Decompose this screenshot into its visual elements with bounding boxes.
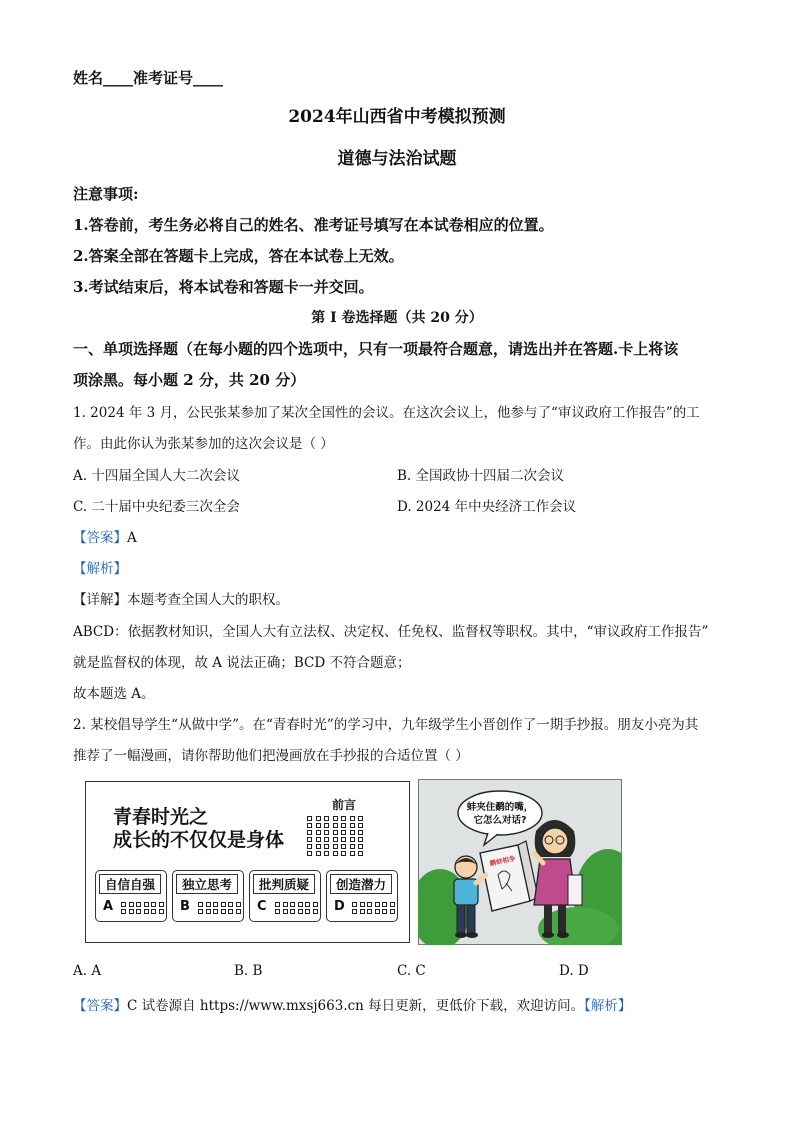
slot-c-label: 批判质疑: [253, 874, 315, 894]
poster-title-line2: 成长的不仅仅是身体: [113, 829, 285, 851]
section-title: 第 I 卷选择题（共 20 分）: [311, 310, 483, 326]
q1-conclusion: 故本题选 A。: [73, 686, 155, 702]
slot-c-placeholder: [275, 902, 319, 914]
q2-stem-line1: 2. 某校倡导学生“从做中学”。在“青春时光”的学习中，九年级学生小晋创作了一期手抄报。朋友小亮为其: [73, 717, 699, 733]
q1-explain-line2: 就是监督权的体现，故 A 说法正确；BCD 不符合题意；: [73, 655, 411, 671]
exam-title: 2024年山西省中考模拟预测: [288, 107, 506, 127]
speech-line-1: 蚌夹住鹬的嘴，: [466, 802, 534, 813]
exam-subtitle: 道德与法治试题: [337, 149, 457, 169]
notes-item-2: 2.答案全部在答题卡上完成，答在本试卷上无效。: [73, 247, 404, 265]
speech-bubble: [458, 791, 542, 835]
slot-b-label: 独立思考: [176, 874, 238, 894]
slot-b-letter: B: [180, 899, 190, 914]
q1-detail: 本题考查全国人大的职权。: [127, 592, 289, 608]
q1-stem-line1: 1. 2024 年 3 月，公民张某参加了某次全国性的会议。在这次会议上，他参与了“审议政府工作报告”的工: [73, 405, 700, 421]
q1-answer-line: [73, 526, 137, 546]
q2-option-d: D. D: [559, 963, 589, 979]
candidate-info-line: 姓名____准考证号____: [73, 69, 224, 87]
q1-analysis-tag: 【解析】: [73, 561, 127, 577]
slot-a-letter: A: [103, 899, 114, 914]
q1-option-b: B. 全国政协十四届二次会议: [397, 468, 565, 484]
answer-tag: 【答案】: [73, 530, 127, 546]
detail-tag: 【详解】: [73, 592, 127, 608]
slot-d-letter: D: [334, 899, 345, 914]
poster-slot-c: [249, 870, 321, 922]
poster-slot-a: [95, 870, 167, 922]
slot-c-letter: C: [257, 899, 267, 914]
notes-item-1: 1.答卷前，考生务必将自己的姓名、准考证号填写在本试卷相应的位置。: [73, 216, 554, 234]
notes-heading: 注意事项:: [73, 185, 139, 203]
q1-answer: A: [127, 530, 137, 546]
preface-text-placeholder: [307, 816, 364, 856]
cartoon-illustration: [418, 779, 622, 945]
slot-b-placeholder: [198, 902, 242, 914]
q2-answer: C 试卷源自 https://www.mxsj663.cn 每日更新，更低价下载，欢迎访问。: [127, 998, 585, 1014]
q2-analysis-tag: 【解析】: [584, 998, 632, 1014]
q2-answer-line: [73, 994, 631, 1014]
poster-preface-label: 前言: [332, 798, 357, 812]
slot-a-placeholder: [121, 902, 165, 914]
section-instruction-line2: 项涂黑。每小题 2 分，共 20 分）: [73, 371, 306, 389]
slot-d-placeholder: [352, 902, 396, 914]
notes-item-3: 3.考试结束后，将本试卷和答题卡一并交回。: [73, 278, 374, 296]
answer-tag: 【答案】: [73, 998, 127, 1014]
q2-stem-line2: 推荐了一幅漫画，请你帮助他们把漫画放在手抄报的合适位置（ ）: [73, 748, 469, 764]
handwritten-newspaper-figure: [85, 781, 410, 943]
q1-detail-line: [73, 588, 289, 608]
book-title: 鹬蚌相争: [489, 854, 517, 868]
q2-option-a: A. A: [73, 963, 102, 979]
speech-line-2: 它怎么对话?: [473, 815, 527, 826]
poster-slot-d: [326, 870, 398, 922]
poster-title-line1: 青春时光之: [113, 806, 209, 828]
q1-explain-line1: ABCD：依据教材知识，全国人大有立法权、决定权、任免权、监督权等职权。其中，“审议政府工作报告”: [73, 624, 709, 640]
poster-slot-b: [172, 870, 244, 922]
slot-a-label: 自信自强: [99, 874, 161, 894]
section-instruction-line1: 一、单项选择题（在每小题的四个选项中，只有一项最符合题意，请选出并在答题.卡上将该: [73, 340, 679, 358]
slot-d-label: 创造潜力: [330, 874, 392, 894]
q2-option-c: C. C: [397, 963, 426, 979]
q1-option-d: D. 2024 年中央经济工作会议: [397, 499, 577, 515]
q1-option-a: A. 十四届全国人大二次会议: [73, 468, 240, 484]
q1-option-c: C. 二十届中央纪委三次全会: [73, 499, 240, 515]
q1-stem-line2: 作。由此你认为张某参加的这次会议是（ ）: [73, 436, 334, 452]
q2-option-b: B. B: [234, 963, 263, 979]
